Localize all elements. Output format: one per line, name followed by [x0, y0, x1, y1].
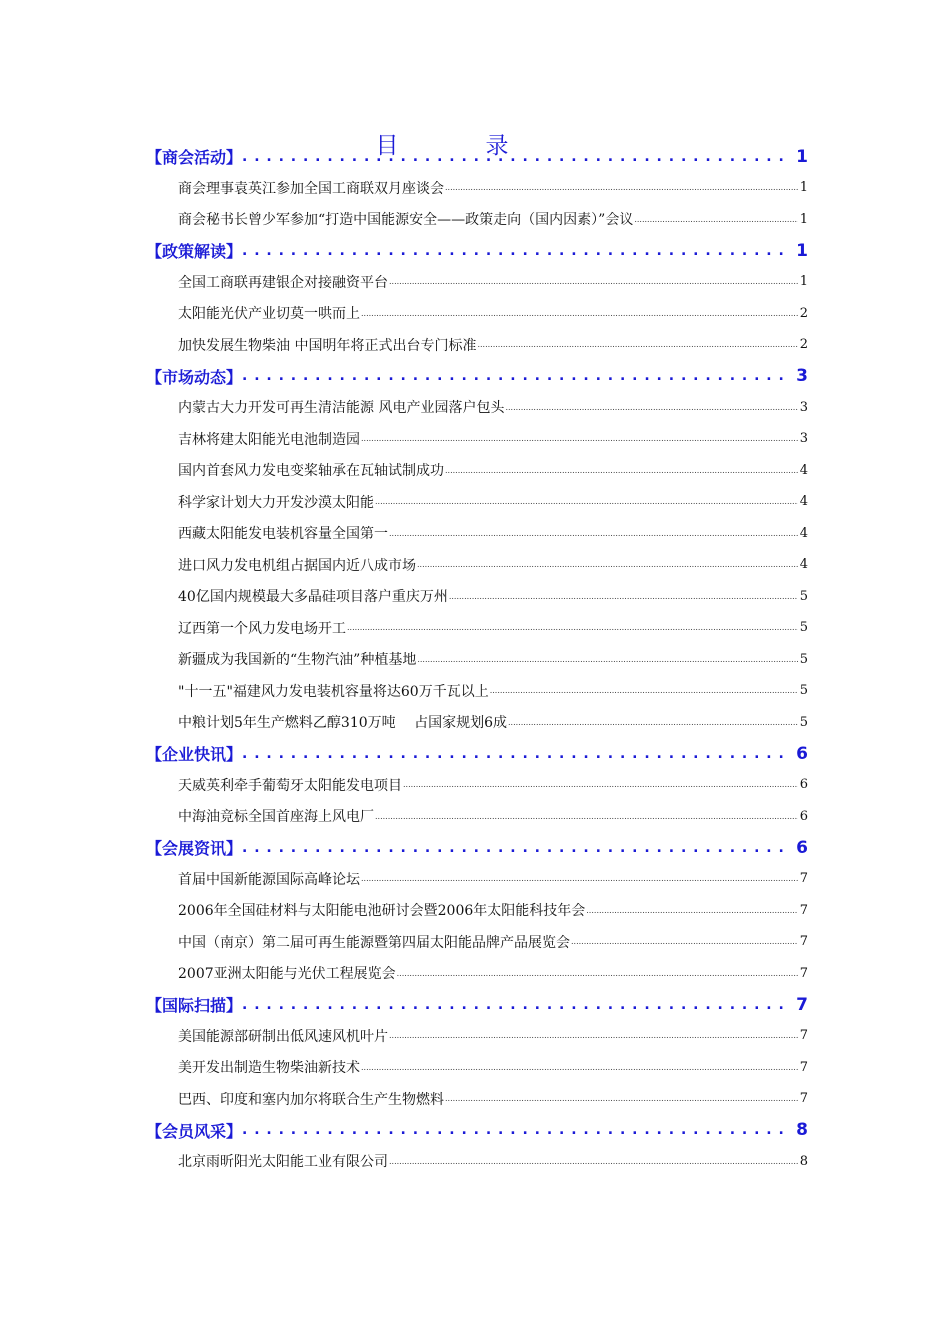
- entry-page-number: 5: [799, 588, 808, 604]
- dot-leader: [242, 1122, 792, 1138]
- toc-entry[interactable]: [146, 298, 808, 330]
- section-label: 【市场动态】: [146, 367, 243, 387]
- section-label: 【政策解读】: [146, 242, 243, 261]
- entry-title: 西藏太阳能发电装机容量全国第一: [178, 526, 388, 543]
- toc-entry[interactable]: [146, 675, 808, 707]
- toc-entry[interactable]: [146, 958, 808, 990]
- section-label: 【企业快讯】: [146, 745, 243, 764]
- entry-page-number: 1: [799, 274, 808, 290]
- dot-leader: [571, 937, 798, 946]
- dot-leader: [417, 560, 798, 569]
- entry-page-number: 4: [799, 557, 808, 573]
- entry-page-number: 2: [799, 337, 808, 353]
- entry-title: 加快发展生物柴油 中国明年将正式出台专门标准: [178, 337, 477, 354]
- dot-leader: [445, 466, 798, 475]
- entry-title: 辽西第一个风力发电场开工: [178, 620, 346, 637]
- section-page-number: 6: [796, 743, 808, 764]
- dot-leader: [361, 309, 798, 318]
- section-page-number: 3: [796, 366, 808, 386]
- toc-section-heading[interactable]: [146, 141, 808, 172]
- entry-page-number: 5: [799, 683, 808, 699]
- entry-title: 中粮计划5年生产燃料乙醇310万吨 占国家规划6成: [178, 715, 507, 732]
- dot-leader: [375, 497, 798, 506]
- toc-entry[interactable]: [146, 204, 808, 236]
- entry-page-number: 7: [799, 965, 808, 981]
- dot-leader: [242, 840, 792, 856]
- toc-entry[interactable]: [146, 518, 808, 550]
- entry-page-number: 6: [799, 808, 808, 824]
- toc-entry[interactable]: [146, 707, 808, 739]
- dot-leader: [389, 529, 798, 538]
- dot-leader: [242, 746, 792, 762]
- toc-entry[interactable]: [146, 455, 808, 487]
- dot-leader: [417, 655, 797, 664]
- entry-title: 吉林将建太阳能光电池制造园: [178, 431, 360, 448]
- entry-title: 商会秘书长曾少军参加“打造中国能源安全——政策走向（国内因素）”会议: [178, 212, 634, 229]
- dot-leader: [389, 277, 798, 286]
- toc-entry[interactable]: [146, 486, 808, 518]
- toc-entry[interactable]: [146, 1052, 808, 1084]
- toc-entry[interactable]: [146, 801, 808, 833]
- dot-leader: [361, 434, 798, 443]
- toc-section-heading[interactable]: [146, 361, 808, 392]
- entry-title: 天威英利牵手葡萄牙太阳能发电项目: [178, 777, 402, 794]
- entry-title: 巴西、印度和塞内加尔将联合生产生物燃料: [178, 1091, 444, 1108]
- entry-title: 中国（南京）第二届可再生能源暨第四届太阳能品牌产品展览会: [178, 934, 570, 951]
- toc-entry[interactable]: [146, 549, 808, 581]
- entry-page-number: 7: [799, 871, 808, 887]
- section-page-number: 1: [796, 146, 808, 167]
- entry-title: 首届中国新能源国际高峰论坛: [178, 871, 360, 888]
- toc-entry[interactable]: [146, 266, 808, 298]
- toc-section-heading[interactable]: [146, 1115, 808, 1146]
- entry-page-number: 7: [799, 902, 808, 918]
- toc-entry[interactable]: [146, 1020, 808, 1052]
- dot-leader: [445, 1094, 798, 1103]
- toc-entry[interactable]: [146, 769, 808, 801]
- entry-title: 2007亚洲太阳能与光伏工程展览会: [178, 966, 396, 983]
- toc-section-heading[interactable]: [146, 235, 808, 266]
- toc-entry[interactable]: [146, 581, 808, 613]
- entry-title: "十一五"福建风力发电装机容量将达60万千瓦以上: [178, 683, 489, 700]
- entry-title: 美开发出制造生物柴油新技术: [178, 1060, 360, 1077]
- dot-leader: [477, 340, 797, 349]
- dot-leader: [389, 1031, 798, 1040]
- entry-page-number: 3: [799, 399, 808, 415]
- dot-leader: [586, 906, 797, 915]
- toc-entry[interactable]: [146, 644, 808, 676]
- entry-page-number: 5: [799, 620, 808, 636]
- entry-page-number: 5: [799, 651, 808, 667]
- entry-page-number: 6: [799, 777, 808, 793]
- entry-title: 商会理事袁英江参加全国工商联双月座谈会: [178, 180, 444, 197]
- dot-leader: [242, 149, 792, 165]
- dot-leader: [361, 874, 798, 883]
- dot-leader: [242, 243, 792, 259]
- toc-entry[interactable]: [146, 863, 808, 895]
- toc-entry[interactable]: [146, 1083, 808, 1115]
- entry-page-number: 4: [799, 462, 808, 478]
- section-label: 【国际扫描】: [146, 996, 243, 1015]
- toc-entry[interactable]: [146, 612, 808, 644]
- toc-entry[interactable]: [146, 926, 808, 958]
- section-page-number: 8: [796, 1120, 808, 1140]
- dot-leader: [242, 997, 792, 1013]
- entry-title: 美国能源部研制出低风速风机叶片: [178, 1028, 388, 1045]
- dot-leader: [242, 368, 792, 384]
- table-of-contents: [146, 141, 808, 1177]
- entry-title: 全国工商联再建银企对接融资平台: [178, 274, 388, 291]
- entry-title: 内蒙古大力开发可再生清洁能源 风电产业园落户包头: [178, 400, 505, 417]
- entry-page-number: 7: [799, 1028, 808, 1044]
- entry-page-number: 7: [799, 934, 808, 950]
- entry-title: 科学家计划大力开发沙漠太阳能: [178, 494, 374, 511]
- dot-leader: [347, 623, 798, 632]
- toc-section-heading[interactable]: [146, 989, 808, 1020]
- entry-page-number: 7: [799, 1059, 808, 1075]
- section-page-number: 1: [796, 240, 808, 261]
- dot-leader: [505, 403, 797, 412]
- entry-page-number: 4: [799, 525, 808, 541]
- toc-entry[interactable]: [146, 1146, 808, 1178]
- toc-entry[interactable]: [146, 172, 808, 204]
- dot-leader: [361, 1063, 798, 1072]
- entry-page-number: 2: [799, 305, 808, 321]
- dot-leader: [445, 183, 798, 192]
- entry-page-number: 1: [799, 211, 808, 227]
- entry-title: 国内首套风力发电变桨轴承在瓦轴试制成功: [178, 463, 444, 480]
- toc-section-heading[interactable]: [146, 832, 808, 863]
- entry-page-number: 4: [799, 494, 808, 510]
- entry-title: 北京雨昕阳光太阳能工业有限公司: [178, 1154, 388, 1171]
- dot-leader: [397, 969, 798, 978]
- entry-page-number: 3: [799, 431, 808, 447]
- toc-entry[interactable]: [146, 392, 808, 424]
- section-label: 【会展资讯】: [146, 839, 243, 858]
- entry-title: 新疆成为我国新的“生物汽油”种植基地: [178, 652, 417, 669]
- entry-page-number: 8: [799, 1153, 808, 1169]
- toc-entry[interactable]: [146, 329, 808, 361]
- entry-page-number: 7: [799, 1091, 808, 1107]
- dot-leader: [490, 686, 798, 695]
- entry-title: 2006年全国硅材料与太阳能电池研讨会暨2006年太阳能科技年会: [178, 903, 586, 920]
- section-page-number: 6: [796, 837, 808, 858]
- toc-entry[interactable]: [146, 423, 808, 455]
- dot-leader: [508, 718, 798, 727]
- entry-title: 进口风力发电机组占据国内近八成市场: [178, 557, 416, 574]
- entry-title: 太阳能光伏产业切莫一哄而上: [178, 306, 360, 323]
- section-label: 【会员风采】: [146, 1121, 243, 1141]
- section-label: 【商会活动】: [146, 148, 243, 167]
- entry-title: 40亿国内规模最大多晶硅项目落户重庆万州: [178, 589, 448, 606]
- dot-leader: [375, 812, 798, 821]
- dot-leader: [389, 1157, 798, 1166]
- dot-leader: [634, 215, 797, 224]
- entry-title: 中海油竞标全国首座海上风电厂: [178, 809, 374, 826]
- section-page-number: 7: [796, 994, 808, 1015]
- toc-section-heading[interactable]: [146, 738, 808, 769]
- dot-leader: [403, 780, 798, 789]
- dot-leader: [449, 592, 798, 601]
- entry-page-number: 1: [799, 180, 808, 196]
- page-title: 目 录: [375, 133, 541, 160]
- entry-page-number: 5: [799, 714, 808, 730]
- toc-entry[interactable]: [146, 895, 808, 927]
